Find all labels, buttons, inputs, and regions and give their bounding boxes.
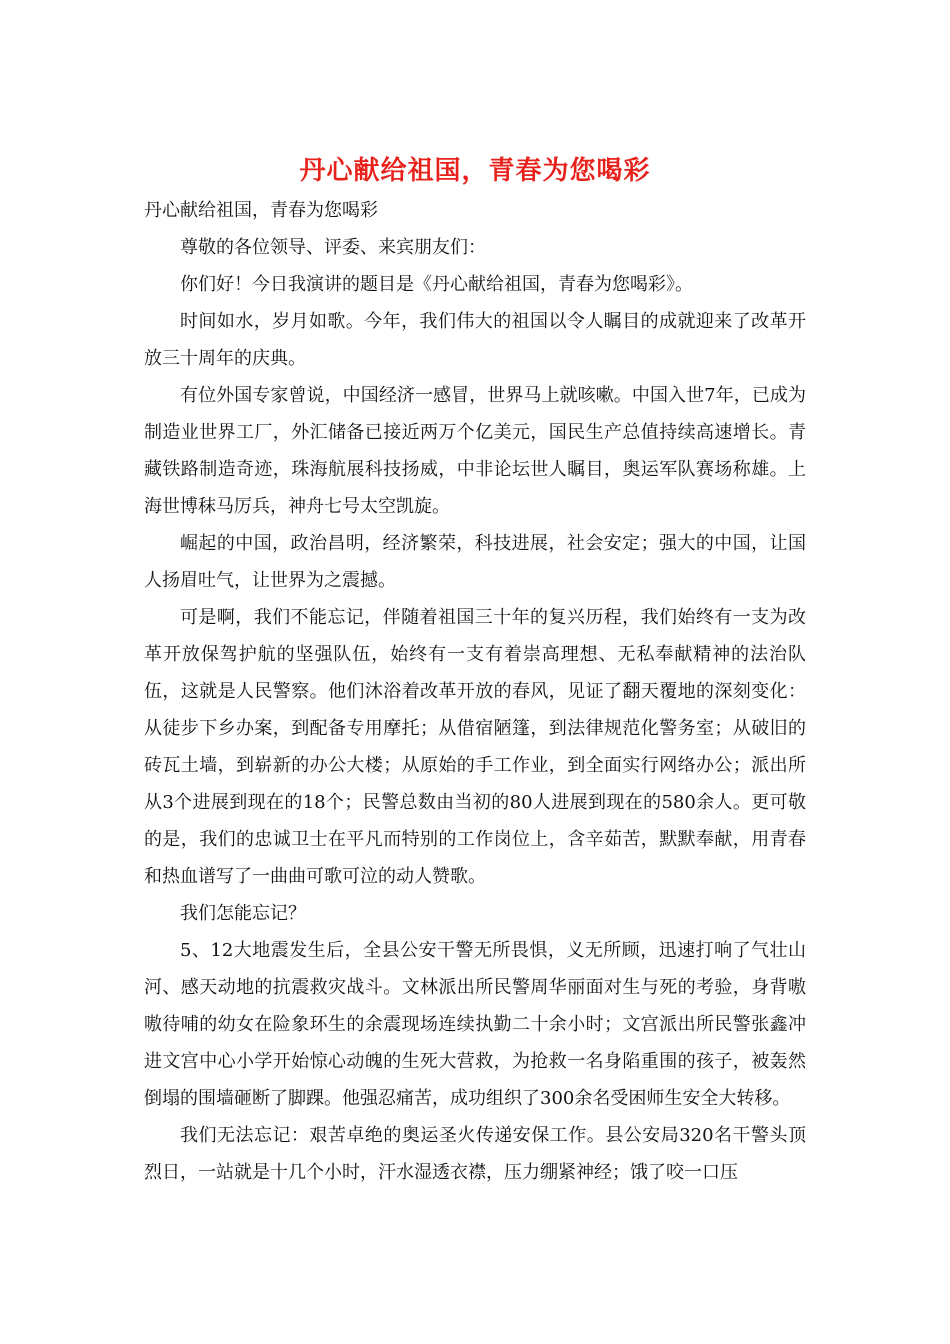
paragraph: 崛起的中国，政治昌明，经济繁荣，科技进展，社会安定；强大的中国，让国人扬眉吐气，让世界为之震撼。 [144,533,806,591]
paragraph: 尊敬的各位领导、评委、来宾朋友们： [180,237,486,258]
document-body [144,192,806,1191]
paragraph: 可是啊，我们不能忘记，伴随着祖国三十年的复兴历程，我们始终有一支为改革开放保驾护航的坚强队伍，始终有一支有着崇高理想、无私奉献精神的法治队伍，这就是人民警察。他们沐浴着改革开放的春风，见证了翻天覆地的深刻变化：从徒步下乡办案，到配备专用摩托；从借宿陋篷，到法律规范化警务室；从破旧的砖瓦土墙，到崭新的办公大楼；从原始的手工作业，到全面实行网络办公；派出所从3个进展到现在的18个；民警总数由当初的80人进展到现在的580余人。更可敬的是，我们的忠诚卫士在平凡而特别的工作岗位上，含辛茹苦，默默奉献，用青春和热血谱写了一曲曲可歌可泣的动人赞歌。 [144,607,806,887]
paragraph: 你们好！今日我演讲的题目是《丹心献给祖国，青春为您喝彩》。 [180,274,693,295]
paragraph: 5、12大地震发生后，全县公安干警无所畏惧，义无所顾，迅速打响了气壮山河、感天动地的抗震救灾战斗。文林派出所民警周华丽面对生与死的考验，身背嗷嗷待哺的幼女在险象环生的余震现场连续执勤二十余小时；文宫派出所民警张鑫冲进文宫中心小学开始惊心动魄的生死大营救，为抢救一名身陷重围的孩子，被轰然倒塌的围墙砸断了脚踝。他强忍痛苦，成功组织了300余名受困师生安全大转移。 [144,940,806,1109]
paragraph: 有位外国专家曾说，中国经济一感冒，世界马上就咳嗽。中国入世7年，已成为制造业世界工厂，外汇储备已接近两万个亿美元，国民生产总值持续高速增长。青藏铁路制造奇迹，珠海航展科技扬威，中非论坛世人瞩目，奥运军队赛场称雄。上海世博秣马厉兵，神舟七号太空凯旋。 [144,385,806,517]
document-title: 丹心献给祖国，青春为您喝彩 [299,156,651,186]
paragraph: 丹心献给祖国，青春为您喝彩 [144,200,378,221]
paragraph: 我们怎能忘记？ [180,903,306,924]
paragraph: 时间如水，岁月如歌。今年，我们伟大的祖国以令人瞩目的成就迎来了改革开放三十周年的庆典。 [144,311,806,369]
paragraph: 我们无法忘记：艰苦卓绝的奥运圣火传递安保工作。县公安局320名干警头顶烈日，一站就是十几个小时，汗水湿透衣襟，压力绷紧神经；饿了咬一口压 [144,1125,806,1183]
